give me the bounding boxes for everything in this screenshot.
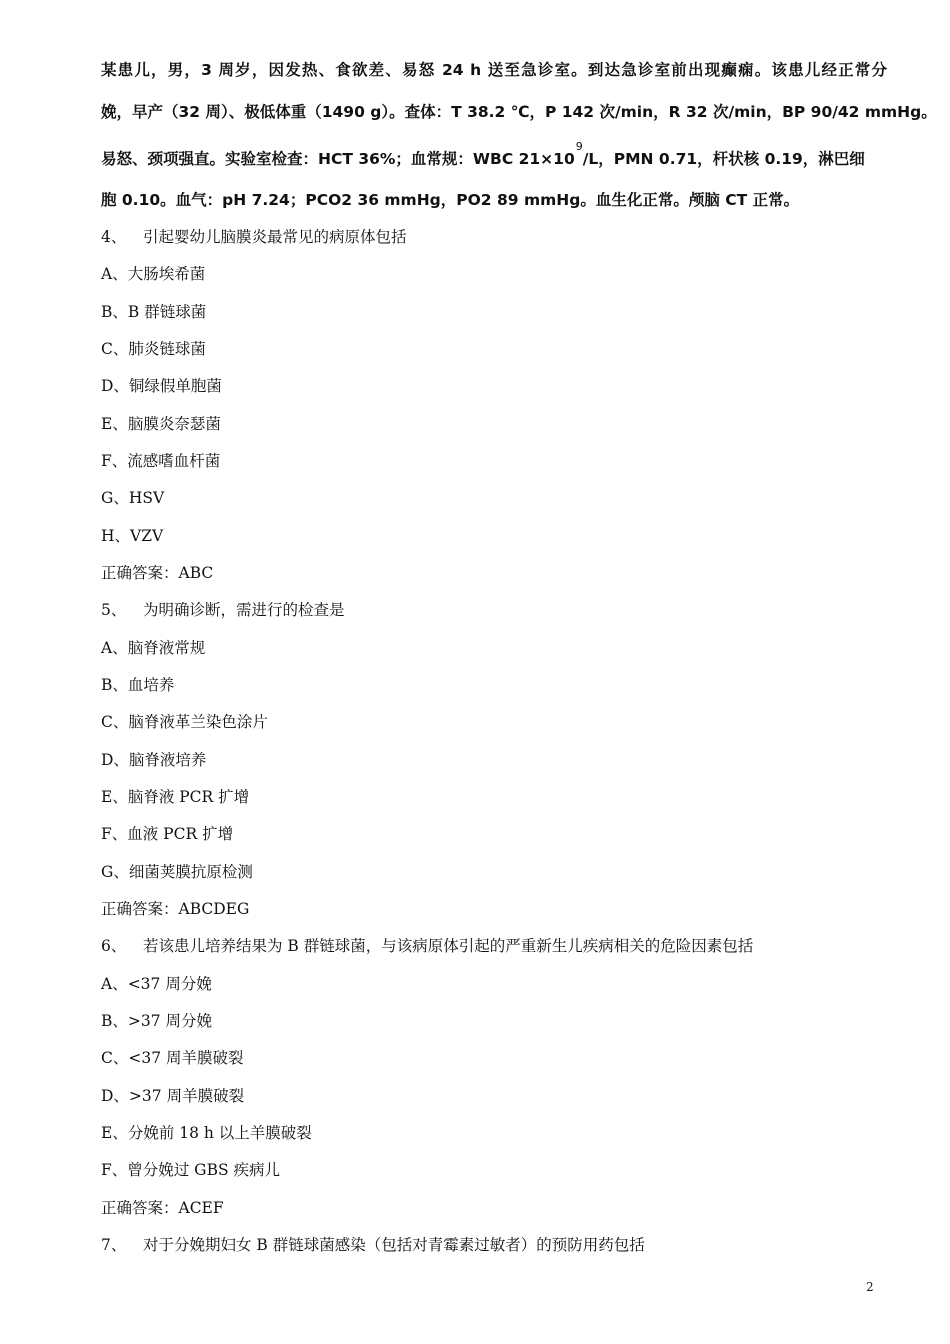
question-4-option-b: B、B 群链球菌 [101, 303, 207, 321]
question-4-option-e: E、脑膜炎奈瑟菌 [101, 415, 221, 433]
question-4-option-a: A、大肠埃希菌 [101, 265, 206, 283]
case-line-3-part-b: /L，PMN 0.71，杆状核 0.19，淋巴细 [582, 150, 865, 168]
question-6-stem [101, 934, 753, 956]
question-6-option-a: A、<37 周分娩 [101, 975, 212, 993]
question-5-option-a: A、脑脊液常规 [101, 639, 206, 657]
question-4-option-f: F、流感嗜血杆菌 [101, 452, 221, 470]
question-text: 若该患儿培养结果为 B 群链球菌，与该病原体引起的严重新生儿疾病相关的危险因素包括 [143, 937, 754, 955]
case-line-3-part-a: 易怒、颈项强直。实验室检查：HCT 36%；血常规：WBC 21×10 [101, 150, 575, 168]
question-4-answer: 正确答案：ABC [101, 564, 214, 582]
page-number: 2 [866, 1280, 874, 1294]
exponent-superscript: 9 [575, 140, 583, 153]
question-5-option-e: E、脑脊液 PCR 扩增 [101, 788, 250, 806]
question-5-option-d: D、脑脊液培养 [101, 751, 207, 769]
question-5-option-f: F、血液 PCR 扩增 [101, 825, 234, 843]
question-number: 7、 [101, 1236, 127, 1254]
case-line-2: 娩，早产（32 周）、极低体重（1490 g）。查体：T 38.2 ℃，P 142 次/min，R 32 次/min，BP 90/42 mmHg。 [101, 103, 937, 121]
question-4-option-h: H、VZV [101, 527, 164, 545]
case-line-1: 某患儿，男，3 周岁，因发热、食欲差、易怒 24 h 送至急诊室。到达急诊室前出现癫痫。该患儿经正常分 [101, 61, 887, 79]
question-number: 5、 [101, 601, 127, 619]
question-number: 4、 [101, 228, 127, 246]
question-text: 对于分娩期妇女 B 群链球菌感染（包括对青霉素过敏者）的预防用药包括 [143, 1236, 645, 1254]
question-5-stem [101, 598, 345, 620]
question-4-stem [101, 225, 407, 247]
question-number: 6、 [101, 937, 127, 955]
case-line-3 [101, 140, 865, 169]
question-6-option-d: D、>37 周羊膜破裂 [101, 1087, 245, 1105]
question-6-option-c: C、<37 周羊膜破裂 [101, 1049, 244, 1067]
question-6-option-b: B、>37 周分娩 [101, 1012, 213, 1030]
question-5-option-c: C、脑脊液革兰染色涂片 [101, 713, 268, 731]
question-5-answer: 正确答案：ABCDEG [101, 900, 250, 918]
question-7-stem [101, 1233, 645, 1255]
question-4-option-g: G、HSV [101, 489, 165, 507]
question-6-answer: 正确答案：ACEF [101, 1199, 224, 1217]
question-4-option-c: C、肺炎链球菌 [101, 340, 206, 358]
question-text: 引起婴幼儿脑膜炎最常见的病原体包括 [143, 228, 407, 246]
question-text: 为明确诊断，需进行的检查是 [143, 601, 345, 619]
case-line-4: 胞 0.10。血气：pH 7.24；PCO2 36 mmHg，PO2 89 mmHg。血生化正常。颅脑 CT 正常。 [101, 191, 800, 209]
question-6-option-e: E、分娩前 18 h 以上羊膜破裂 [101, 1124, 312, 1142]
question-5-option-b: B、血培养 [101, 676, 175, 694]
question-6-option-f: F、曾分娩过 GBS 疾病儿 [101, 1161, 280, 1179]
question-4-option-d: D、铜绿假单胞菌 [101, 377, 222, 395]
question-5-option-g: G、细菌荚膜抗原检测 [101, 863, 253, 881]
